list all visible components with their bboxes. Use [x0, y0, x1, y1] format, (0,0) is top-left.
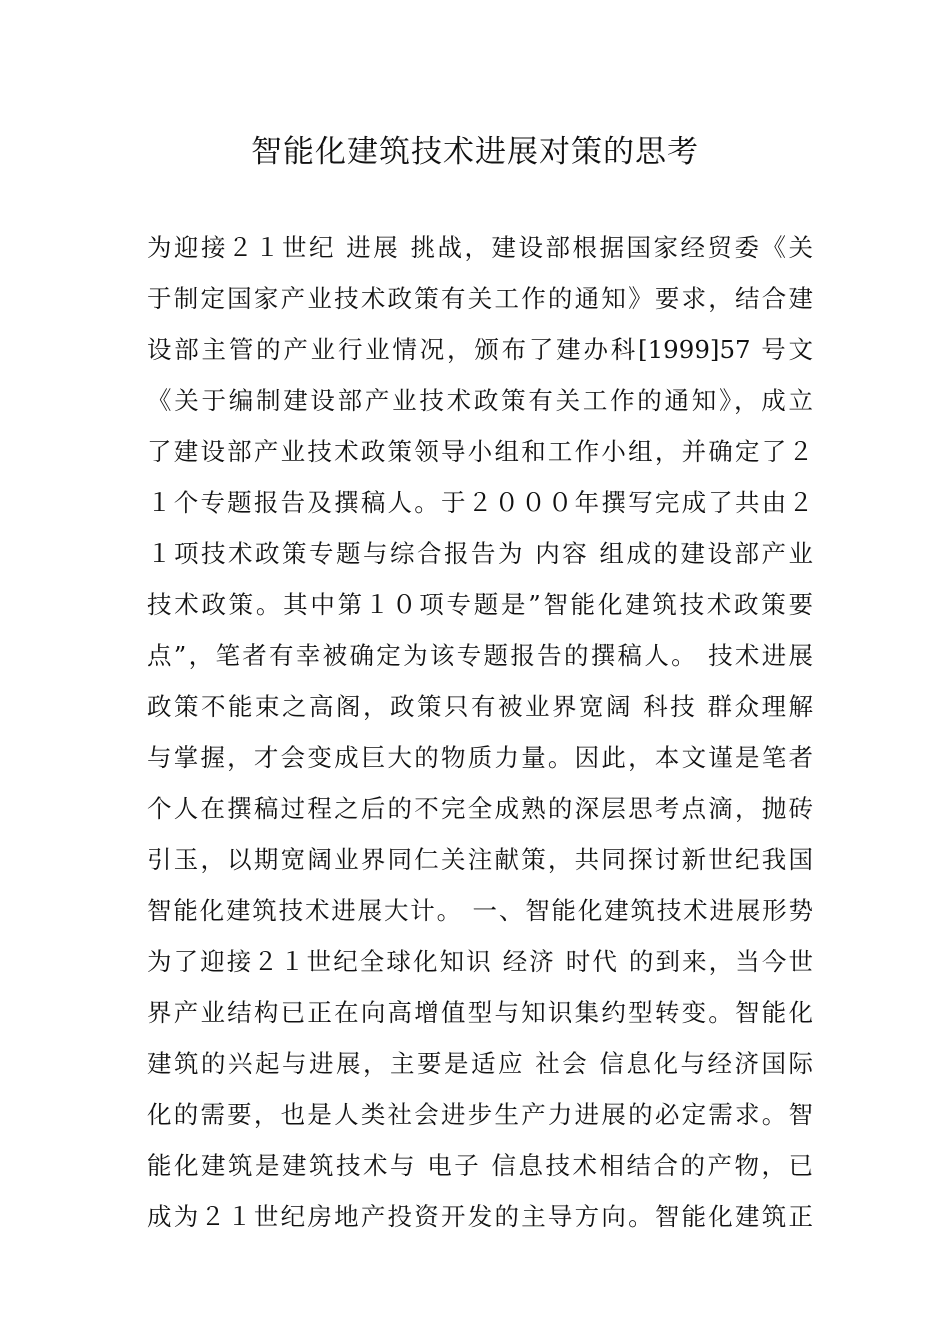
body-line: 建筑的兴起与进展，主要是适应 社会 信息化与经济国际 — [147, 1049, 813, 1078]
body-line: 点”，笔者有幸被确定为该专题报告的撰稿人。 技术进展 — [147, 641, 813, 670]
body-line: 《关于编制建设部产业技术政策有关工作的通知》，成立 — [147, 386, 813, 415]
body-line: 技术政策。其中第１０项专题是”智能化建筑技术政策要 — [147, 590, 813, 619]
body-line: 界产业结构已正在向高增值型与知识集约型转变。智能化 — [147, 998, 813, 1027]
body-line: 化的需要，也是人类社会进步生产力进展的必定需求。智 — [147, 1100, 813, 1129]
body-line: 个人在撰稿过程之后的不完全成熟的深层思考点滴，抛砖 — [147, 794, 813, 823]
body-line: 引玉，以期宽阔业界同仁关注献策，共同探讨新世纪我国 — [147, 845, 813, 874]
body-line: 为了迎接２１世纪全球化知识 经济 时代 的到来，当今世 — [147, 947, 813, 976]
body-line: 于制定国家产业技术政策有关工作的通知》要求，结合建 — [147, 284, 813, 313]
document-title: 智能化建筑技术进展对策的思考 — [251, 134, 699, 170]
body-line: 智能化建筑技术进展大计。 一、智能化建筑技术进展形势 — [147, 896, 813, 925]
body-line: １项技术政策专题与综合报告为 内容 组成的建设部产业 — [147, 539, 813, 568]
body-line: 为迎接２１世纪 进展 挑战，建设部根据国家经贸委《关 — [147, 233, 813, 262]
body-line: 设部主管的产业行业情况，颁布了建办科[1999]57 号文 — [147, 335, 813, 364]
body-line: 了建设部产业技术政策领导小组和工作小组，并确定了２ — [147, 437, 813, 466]
body-line: 成为２１世纪房地产投资开发的主导方向。智能化建筑正 — [147, 1202, 813, 1231]
body-line: 能化建筑是建筑技术与 电子 信息技术相结合的产物，已 — [147, 1151, 813, 1180]
body-line: 与掌握，才会变成巨大的物质力量。因此，本文谨是笔者 — [147, 743, 813, 772]
document-body — [147, 222, 813, 1242]
body-line: １个专题报告及撰稿人。于２０００年撰写完成了共由２ — [147, 488, 813, 517]
body-line: 政策不能束之高阁，政策只有被业界宽阔 科技 群众理解 — [147, 692, 813, 721]
